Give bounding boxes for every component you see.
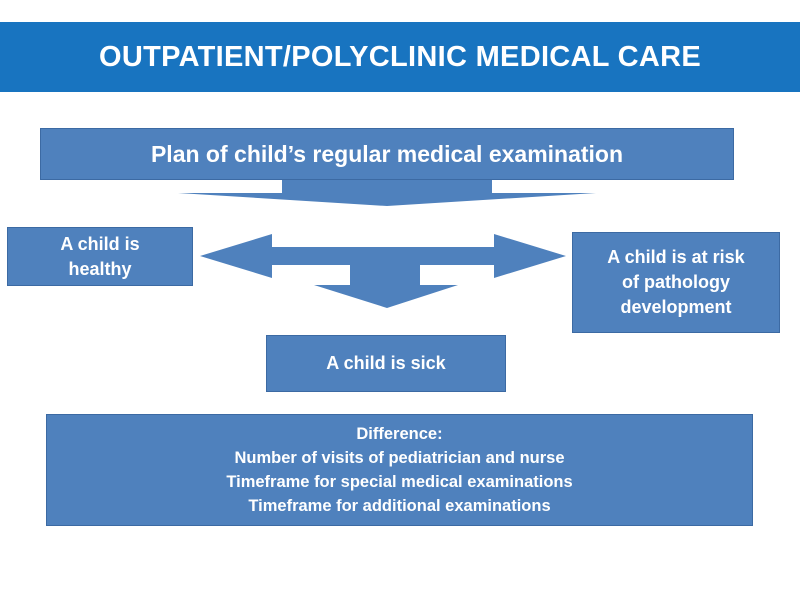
risk-line-1: A child is at risk [607, 247, 745, 267]
sick-box-label: A child is sick [326, 353, 446, 373]
difference-box [46, 414, 753, 526]
healthy-line-1: A child is [60, 233, 140, 254]
plan-box [40, 128, 734, 180]
difference-item: Timeframe for special medical examinations [226, 473, 573, 491]
healthy-box [7, 227, 193, 286]
healthy-line-2: healthy [68, 258, 132, 279]
sick-box [266, 335, 506, 392]
double-arrow-branch [200, 234, 566, 308]
difference-heading: Difference: [356, 425, 443, 443]
down-arrow-plan [178, 180, 596, 206]
difference-item: Timeframe for additional examinations [248, 497, 551, 515]
page-title: OUTPATIENT/POLYCLINIC MEDICAL CARE [98, 40, 702, 73]
risk-line-3: development [620, 297, 732, 317]
difference-item: Number of visits of pediatrician and nurse [234, 449, 565, 467]
risk-line-2: of pathology [622, 272, 730, 292]
plan-box-label: Plan of child’s regular medical examination [150, 140, 624, 167]
risk-box [572, 232, 780, 333]
